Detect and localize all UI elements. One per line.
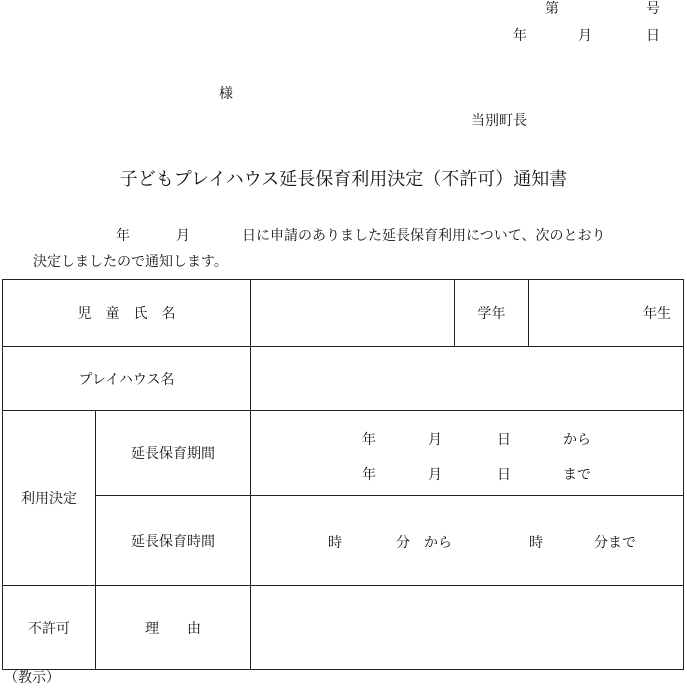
date-day: 日 [646,28,660,44]
intro-year: 年 [116,228,130,244]
time-end-minute-made: 分まで [594,535,636,551]
playhouse-label: プレイハウス名 [78,371,175,388]
playhouse-label-cell [3,347,251,411]
row-extension-period [3,411,684,496]
playhouse-value-cell[interactable] [251,347,684,411]
addressee-honorific: 様 [219,86,233,102]
period-label-cell [96,411,251,496]
date-year: 年 [513,28,527,44]
child-name-label-cell [3,280,251,347]
denied-label: 不許可 [28,620,70,637]
document-title: 子どもプレイハウス延長保育利用決定（不許可）通知書 [119,169,568,190]
grade-label: 学年 [477,306,506,322]
denied-label-cell [3,586,96,670]
period-to-day: 日 [497,467,511,483]
intro-line2-text: 決定しましたので通知します。 [33,254,228,270]
reason-label: 理 由 [145,620,201,637]
date-month: 月 [578,28,592,44]
period-from-day: 日 [497,432,511,448]
child-name-value-cell[interactable] [251,280,455,347]
period-from-year: 年 [362,432,376,448]
period-to-month: 月 [428,467,442,483]
grade-suffix: 年生 [643,306,671,322]
time-label: 延長保育時間 [131,533,215,550]
grade-label-cell [455,280,529,347]
notification-form-table [2,279,684,670]
period-value-cell[interactable] [251,411,684,496]
grade-value-cell[interactable] [529,280,684,347]
period-from-kara: から [563,432,591,448]
period-to-made: まで [563,467,591,483]
row-denied [3,586,684,670]
time-start-hour: 時 [328,535,342,551]
reason-value-cell[interactable] [251,586,684,670]
time-label-cell [96,496,251,586]
intro-line1-text: 日に申請のありました延長保育利用について、次のとおり [242,228,606,244]
row-child-name [3,280,684,347]
period-from-month: 月 [428,432,442,448]
time-start-minute-kara: 分 から [396,535,452,551]
row-extension-time [3,496,684,586]
row-playhouse [3,347,684,411]
issuer-name: 当別町長 [471,113,527,129]
intro-month: 月 [176,228,190,244]
time-end-hour: 時 [529,535,543,551]
reason-label-cell [96,586,251,670]
number-gou: 号 [646,1,660,17]
decision-label: 利用決定 [21,491,77,507]
child-name-label: 児 童 氏 名 [77,306,176,322]
period-to-year: 年 [362,467,376,483]
number-dai: 第 [545,1,559,17]
time-value-cell[interactable] [251,496,684,586]
instruction-note: （教示） [4,670,60,686]
decision-label-cell [3,411,96,586]
period-label: 延長保育期間 [131,446,215,462]
